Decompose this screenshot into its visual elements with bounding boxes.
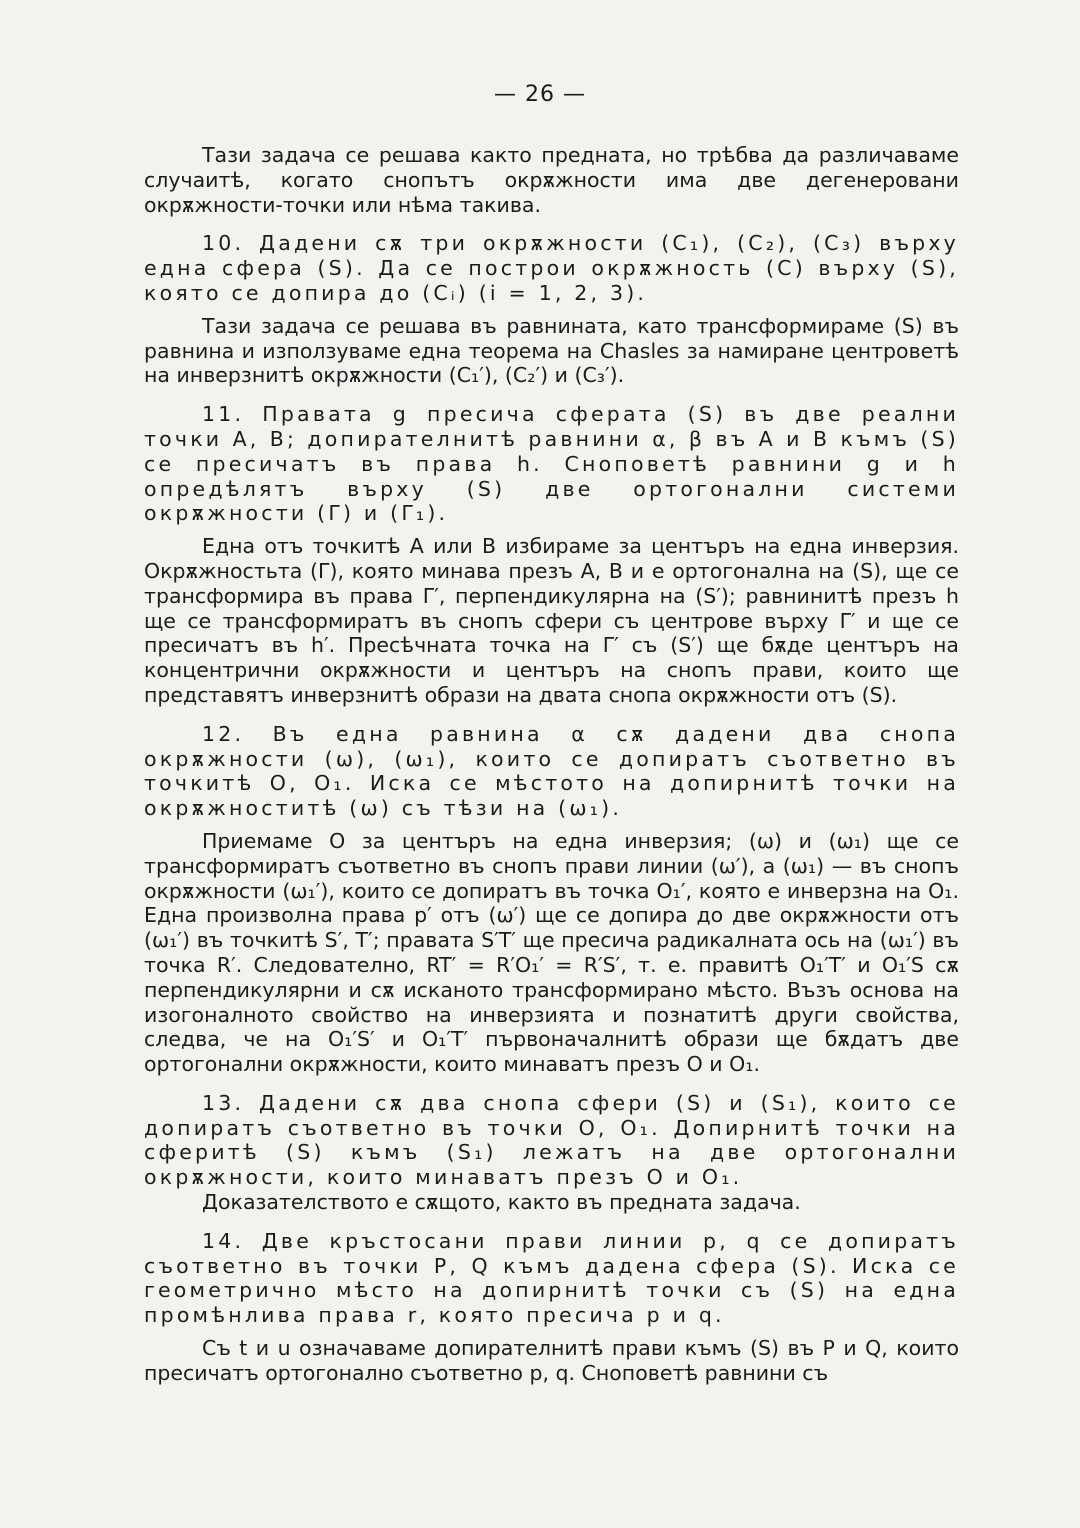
problem-10: 10. Дадени сѫ три окрѫжности (C₁), (C₂), (C₃) върху една сфера (S). Да се построи окрѫжность (C) върху (S), която се допира до (Cᵢ) (i = 1, 2, 3). bbox=[144, 231, 959, 305]
solution-13: Доказателството е сѫщото, както въ предната задача. bbox=[202, 1190, 801, 1215]
problem-12: 12. Въ една равнина α сѫ дадени два снопа окрѫжности (ω), (ω₁), които се допиратъ съответно въ точкитѣ O, O₁. Иска се мѣстото на допирнитѣ точки на окрѫжноститѣ (ω) съ тѣзи на (ω₁). bbox=[144, 721, 959, 821]
solution-14: Съ t и u означаваме допирателнитѣ прави къмъ (S) въ P и Q, които пресичатъ ортогонално съответно p, q. Сноповетѣ равнини съ bbox=[144, 1336, 959, 1385]
problem-11: 11. Правата g пресича сферата (S) въ две реални точки A, B; допирателнитѣ равнини α, β въ A и B къмъ (S) се пресичатъ въ права h. Сноповетѣ равнини g и h опредѣлятъ върху (S) две ортогонални системи окрѫжности (Γ) и (Γ₁). bbox=[144, 402, 959, 526]
text-body bbox=[144, 143, 959, 1386]
paragraph-intro: Тази задача се решава както предната, но трѣбва да различаваме случаитѣ, когато снопътъ окрѫжности има две дегенеровани окрѫжности-точки или нѣма такива. bbox=[144, 143, 959, 217]
problem-14: 14. Две кръстосани прави линии p, q се допиратъ съответно въ точки P, Q къмъ дадена сфера (S). Иска се геометрично мѣсто на допирнитѣ точки съ (S) на една промѣнлива права r, която пресича p и q. bbox=[144, 1228, 959, 1328]
solution-11: Една отъ точкитѣ A или B избираме за центъръ на една инверзия. Окрѫжностьта (Γ), която минава презъ A, B и е ортогонална на (S), ще се трансформира въ права Γ′, перпендикулярна на (S′); равнинитѣ презъ h ще се трансформиратъ въ снопъ сфери съ центрове върху Γ′ и ще се пресичатъ въ h′. Пресѣчната точка на Γ′ съ (S′) ще бѫде центъръ на концентрични окрѫжности и центъръ на снопъ прави, които ще представятъ инверзнитѣ образи на двата снопа окрѫжности отъ (S). bbox=[144, 534, 959, 707]
page-number: — 26 — bbox=[494, 82, 586, 107]
solution-10: Тази задача се решава въ равнината, като трансформираме (S) въ равнина и използуваме една теорема на Chasles за намиране центроветѣ на инверзнитѣ окрѫжности (C₁′), (C₂′) и (C₃′). bbox=[144, 313, 959, 388]
problem-13: 13. Дадени сѫ два снопа сфери (S) и (S₁), които се допиратъ съответно въ точки O, O₁. Допирнитѣ точки на сферитѣ (S) къмъ (S₁) лежатъ на две ортогонални окрѫжности, които минаватъ презъ O и O₁. bbox=[144, 1090, 959, 1190]
solution-12: Приемаме O за центъръ на една инверзия; (ω) и (ω₁) ще се трансформиратъ съответно въ снопъ прави линии (ω′), а (ω₁) — въ снопъ окрѫжности (ω₁′), които се допиратъ въ точка O₁′, която е инверзна на O₁. Една произволна права p′ отъ (ω′) ще се допира до две окрѫжности отъ (ω₁′) въ точкитѣ S′, T′; правата S′T′ ще пресича радикалната ось на (ω₁′) въ точка R′. Следователно, RT′ = R′O₁′ = R′S′, т. е. правитѣ O₁′T′ и O₁′S сѫ перпендикулярни и сѫ исканото трансформирано мѣсто. Възъ основа на изогоналното свойство на инверзията и познатитѣ други свойства, следва, че на O₁′S′ и O₁′T′ първоначалнитѣ образи ще бѫдатъ две ортогонални окрѫжности, които минаватъ презъ O и O₁. bbox=[144, 828, 959, 1077]
